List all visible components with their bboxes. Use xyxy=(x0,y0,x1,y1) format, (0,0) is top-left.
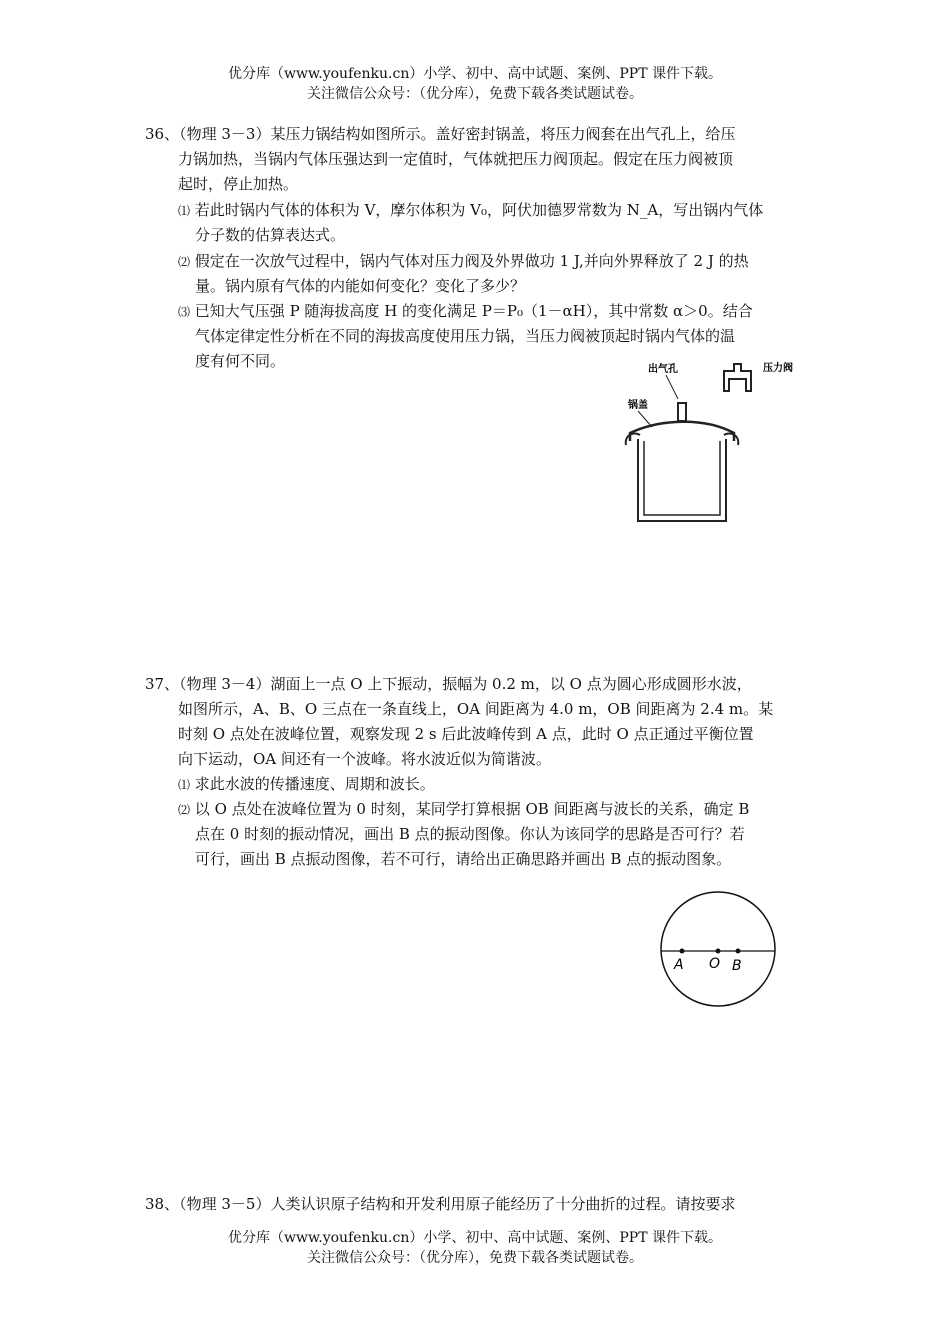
pressure-valve-label: 压力阀 xyxy=(763,363,793,374)
q36-sub-2 xyxy=(178,249,810,275)
q36-sub-2-line-1: 假定在一次放气过程中，锅内气体对压力阀及外界做功 1 J,并向外界释放了 2 J 的热 xyxy=(194,252,749,270)
q36-line-1: 36、（物理 3－3）某压力锅结构如图所示。盖好密封锅盖，将压力阀套在出气孔上，给压 xyxy=(145,125,736,143)
q36-sub-3-line-1: 已知大气压强 P 随海拔高度 H 的变化满足 P＝P₀（1－αH），其中常数 α＞0。结合 xyxy=(194,302,753,320)
q36-sub-2-number: ⑵ xyxy=(178,255,191,269)
q36-sub-3-line-3: 度有何不同。 xyxy=(195,352,286,370)
footer-line-1: 优分库（www.youfenku.cn）小学、初中、高中试题、案例、PPT 课件下载。 xyxy=(227,1230,722,1246)
pot-outer-wall xyxy=(638,439,726,521)
vent-pipe xyxy=(678,403,686,421)
q37-line-1: 37、（物理 3－4）湖面上一点 O 上下振动，振幅为 0.2 m，以 O 点为圆心形成圆形水波， xyxy=(145,675,752,693)
pressure-valve-shape xyxy=(724,364,751,391)
footer-line-2: 关注微信公众号：（优分库），免费下载各类试题试卷。 xyxy=(307,1250,643,1266)
q36-line-2: 力锅加热，当锅内气体压强达到一定值时，气体就把压力阀顶起。假定在压力阀被顶 xyxy=(178,150,734,168)
page-header xyxy=(0,64,950,104)
q37-line-4: 向下运动，OA 间还有一个波峰。将水波近似为简谐波。 xyxy=(178,750,551,768)
point-o-dot xyxy=(716,949,721,954)
vent-pointer-line xyxy=(666,375,678,399)
point-b-dot xyxy=(736,949,741,954)
q36-sub-2-line-2: 量。锅内原有气体的内能如何变化？变化了多少？ xyxy=(195,277,526,295)
q36-line-3: 起时，停止加热。 xyxy=(178,175,299,193)
q37-sub-2-line-2: 点在 0 时刻的振动情况，画出 B 点的振动图像。你认为该同学的思路是否可行？若 xyxy=(195,825,745,843)
header-line-2: 关注微信公众号：（优分库），免费下载各类试题试卷。 xyxy=(307,86,643,102)
q37-sub-2-line-3: 可行，画出 B 点振动图像，若不可行，请给出正确思路并画出 B 点的振动图象。 xyxy=(195,850,732,868)
q36-sub-3-number: ⑶ xyxy=(178,305,191,319)
water-wave-figure xyxy=(654,885,784,1015)
page-footer xyxy=(0,1228,950,1268)
q37-line-3: 时刻 O 点处在波峰位置，观察发现 2 s 后此波峰传到 A 点，此时 O 点正通过平衡位置 xyxy=(178,725,754,743)
q36-sub-1-line-2: 分子数的估算表达式。 xyxy=(195,226,346,244)
q36-sub-3-line-2: 气体定律定性分析在不同的海拔高度使用压力锅，当压力阀被顶起时锅内气体的温 xyxy=(195,327,736,345)
q36-sub-1 xyxy=(178,198,810,224)
q36-sub-1-line-1: 若此时锅内气体的体积为 V，摩尔体积为 V₀，阿伏加德罗常数为 N_A，写出锅内气体 xyxy=(194,201,764,219)
q38-line-1: 38、（物理 3－5）人类认识原子结构和开发利用原子能经历了十分曲折的过程。请按要求 xyxy=(145,1195,736,1213)
vent-hole-label: 出气孔 xyxy=(648,364,678,375)
q37-sub-2 xyxy=(178,797,810,823)
header-line-1: 优分库（www.youfenku.cn）小学、初中、高中试题、案例、PPT 课件下载。 xyxy=(227,66,722,82)
q36-sub-3 xyxy=(178,299,810,325)
q37-sub-1 xyxy=(178,772,810,798)
q36-sub-1-number: ⑴ xyxy=(178,204,191,218)
q37-sub-2-line-1: 以 O 点处在波峰位置为 0 时刻，某同学打算根据 OB 间距离与波长的关系，确定 B xyxy=(194,800,750,818)
q37-sub-2-number: ⑵ xyxy=(178,803,191,817)
point-o-label: O xyxy=(709,956,721,972)
point-a-dot xyxy=(680,949,685,954)
q37-sub-1-number: ⑴ xyxy=(178,778,191,792)
pot-inner-wall xyxy=(644,441,720,515)
point-a-label: A xyxy=(674,957,684,973)
q37-sub-1-line-1: 求此水波的传播速度、周期和波长。 xyxy=(194,775,435,793)
q37-line-2: 如图所示，A、B、O 三点在一条直线上，OA 间距离为 4.0 m，OB 间距离为 2.4 m。某 xyxy=(178,700,774,718)
pressure-cooker-figure xyxy=(620,355,810,530)
lid-label: 锅盖 xyxy=(628,400,648,411)
pot-lid xyxy=(630,422,734,441)
point-b-label: B xyxy=(732,958,742,974)
